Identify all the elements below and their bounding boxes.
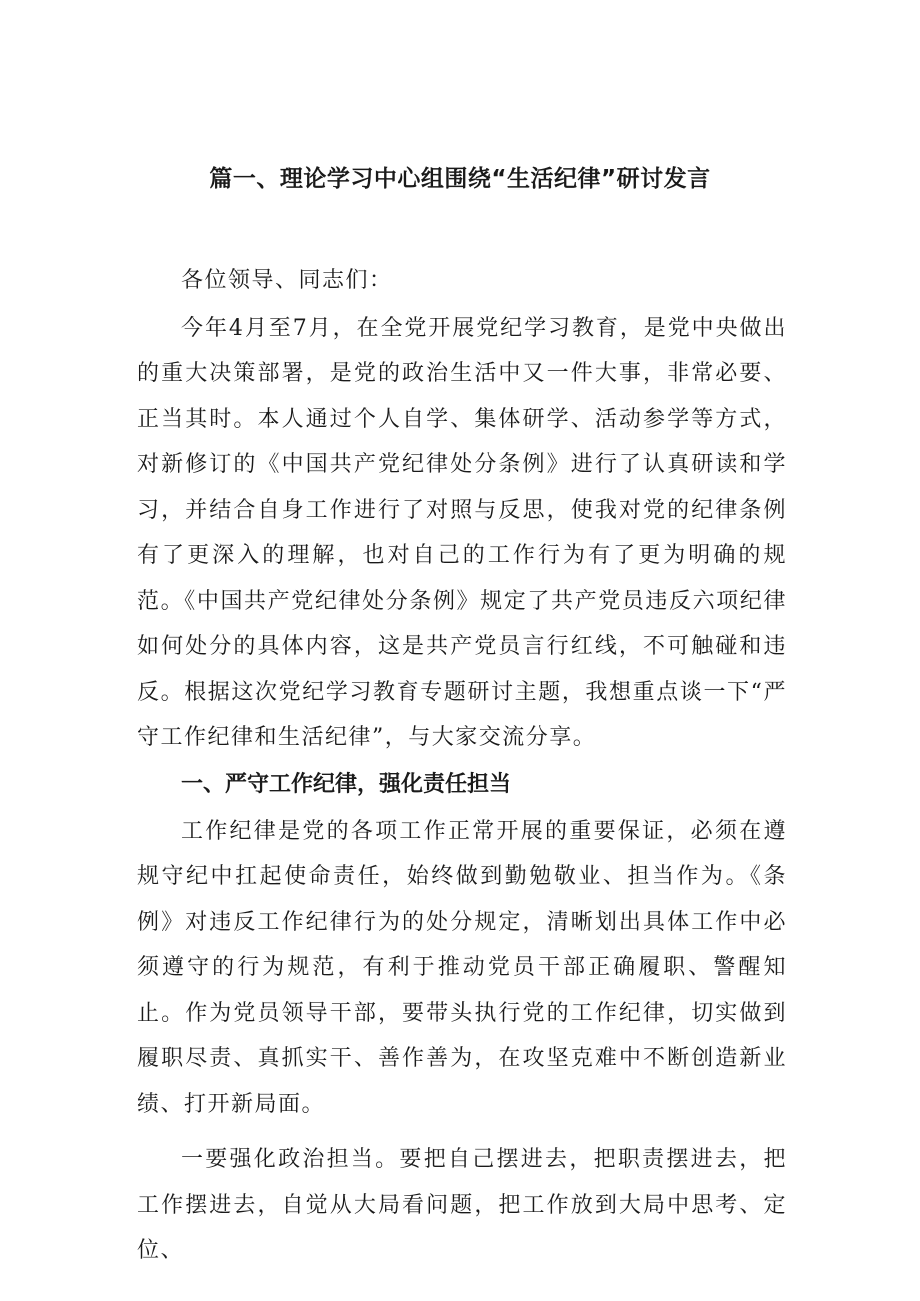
paragraph-work-discipline: 工作纪律是党的各项工作正常开展的重要保证，必须在遵规守纪中扛起使命责任，始终做到勤勉敬业、担当作为。《条例》对违反工作纪律行为的处分规定，清晰划出具体工作中必须遵守的行为规范，有利于推动党员干部正确履职、警醒知止。作为党员领导干部，要带头执行党的工作纪律，切实做到履职尽责、真抓实干、善作善为，在攻坚克难中不断创造新业绩、打开新局面。 — [137, 818, 787, 1117]
section-heading-1: 一、严守工作纪律，强化责任担当 — [181, 771, 512, 797]
paragraph-intro: 今年4月至7月，在全党开展党纪学习教育，是党中央做出的重大决策部署，是党的政治生活中又一件大事，非常必要、正当其时。本人通过个人自学、集体研学、活动参学等方式，对新修订的《中国共产党纪律处分条例》进行了认真研读和学习，并结合自身工作进行了对照与反思，使我对党的纪律条例有了更深入的理解，也对自己的工作行为有了更为明确的规范。《中国共产党纪律处分条例》规定了共产党员违反六项纪律如何处分的具体内容，这是共产党员言行红线，不可触碰和违反。根据这次党纪学习教育专题研讨主题，我想重点谈一下“严守工作纪律和生活纪律”，与大家交流分享。 — [137, 315, 787, 750]
paragraph-political-duty: 一要强化政治担当。要把自己摆进去，把职责摆进去，把工作摆进去，自觉从大局看问题，把工作放到大局中思考、定位、 — [137, 1147, 787, 1263]
document-title: 篇一、理论学习中心组围绕“生活纪律”研讨发言 — [209, 166, 711, 192]
document-body — [137, 258, 787, 1274]
greeting: 各位领导、同志们： — [181, 268, 393, 293]
paragraph-gap — [137, 1127, 787, 1137]
